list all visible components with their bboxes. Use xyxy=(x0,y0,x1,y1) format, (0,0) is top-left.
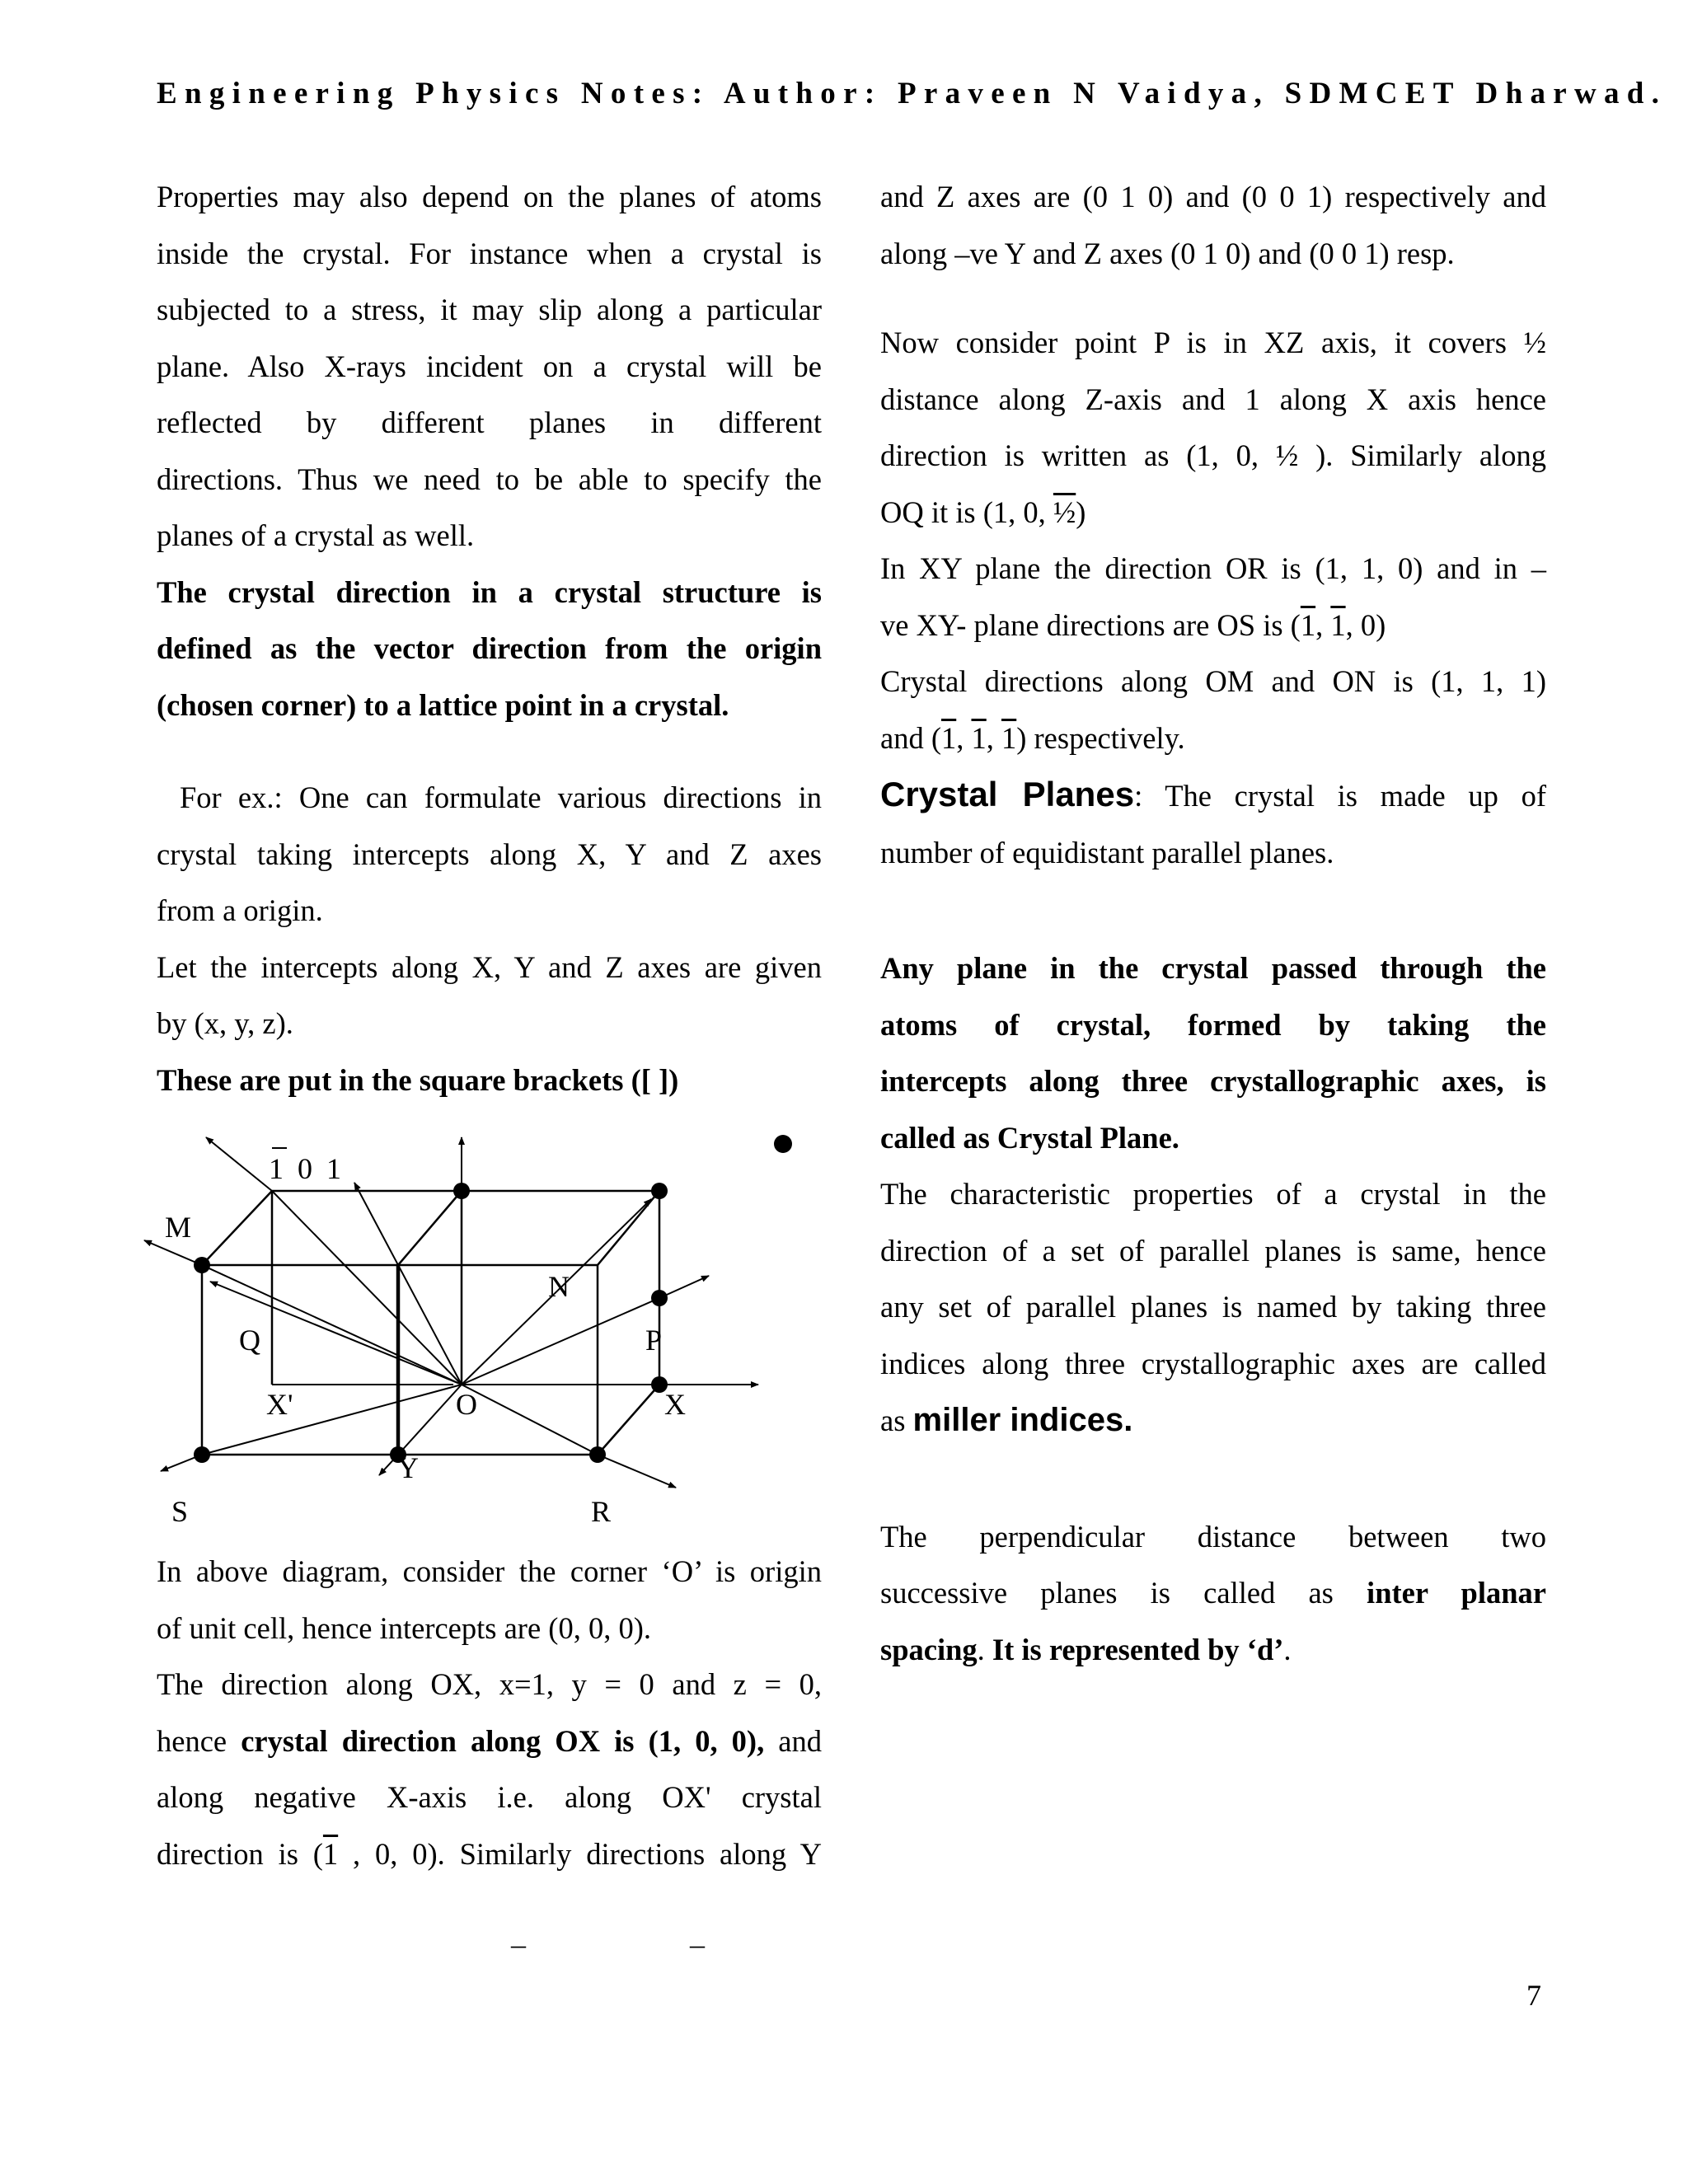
direction-rays xyxy=(144,1183,709,1488)
text-line: any set of parallel planes is named by taking three xyxy=(880,1290,1546,1324)
text-line: along –ve Y and Z axes (0 1 0) and (0 0 1) resp. xyxy=(880,236,1455,270)
text-line: Crystal directions along OM and ON is (1, 1, 1) xyxy=(880,664,1546,698)
text-line: from a origin. xyxy=(157,893,323,927)
crystal-planes-heading: Crystal Planes: The crystal is made up of xyxy=(880,775,1546,813)
text-line: and Z axes are (0 1 0) and (0 0 1) respectively and xyxy=(880,180,1546,213)
text-line: Properties may also depend on the planes of atoms xyxy=(157,180,822,213)
text-line: reflected by different planes in different xyxy=(157,405,822,439)
text-line: The characteristic properties of a crystal in the xyxy=(880,1177,1546,1211)
definition-line: Any plane in the crystal passed through the xyxy=(880,951,1546,985)
label-P: P xyxy=(645,1324,663,1357)
label-O: O xyxy=(456,1388,477,1421)
text-line: Now consider point P is in XZ axis, it covers ½ xyxy=(880,326,1546,359)
label-Q: Q xyxy=(239,1324,260,1357)
text-line: indices along three crystallographic axes are called xyxy=(880,1346,1546,1380)
text-line: of unit cell, hence intercepts are (0, 0, 0). xyxy=(157,1610,651,1645)
text-line: ve XY- plane directions are OS is (1, 1, 0) xyxy=(880,607,1386,642)
text-line: OQ it is (1, 0, ½) xyxy=(880,494,1086,529)
left-column-continued xyxy=(157,1544,822,1882)
definition-line: The crystal direction in a crystal structure is xyxy=(157,574,822,609)
label-S: S xyxy=(171,1495,189,1528)
text-line: and (1, 1, 1) respectively. xyxy=(880,720,1185,755)
text-line: along negative X-axis i.e. along OX' crystal xyxy=(157,1780,822,1814)
text-line: direction is written as (1, 0, ½ ). Similarly along xyxy=(880,438,1546,472)
text-line: The perpendicular distance between two xyxy=(880,1519,1546,1554)
text-line: inside the crystal. For instance when a crystal is xyxy=(157,236,822,270)
text-line: by (x, y, z). xyxy=(157,1006,293,1040)
stray-dash: – xyxy=(690,1928,705,1961)
text-line: crystal taking intercepts along X, Y and Z axes xyxy=(157,837,822,871)
label-X-prime: X' xyxy=(266,1388,293,1421)
text-line: The direction along OX, x=1, y = 0 and z = 0, xyxy=(157,1667,822,1701)
text-line: plane. Also X-rays incident on a crystal will be xyxy=(157,349,822,383)
text-line: spacing. It is represented by ‘d’. xyxy=(880,1632,1292,1666)
definition-line: defined as the vector direction from the origin xyxy=(157,631,822,665)
text-line: successive planes is called as inter planar xyxy=(880,1576,1546,1610)
text-line: Let the intercepts along X, Y and Z axes are given xyxy=(157,949,822,984)
text-line: directions. Thus we need to be able to specify the xyxy=(157,462,822,496)
text-line: direction is (1 , 0, 0). Similarly directions along Y xyxy=(157,1836,822,1871)
stray-dash: – xyxy=(511,1928,526,1961)
label-M: M xyxy=(165,1211,192,1244)
definition-line: called as Crystal Plane. xyxy=(880,1120,1179,1155)
miller-indices-line: as miller indices. xyxy=(880,1402,1133,1438)
text-line: In above diagram, consider the corner ‘O’ is origin xyxy=(157,1554,822,1588)
text-line: direction of a set of parallel planes is same, hence xyxy=(880,1233,1546,1268)
page-header: Engineering Physics Notes: Author: Praveen N Vaidya, SDMCET Dharwad. xyxy=(157,77,1667,110)
brackets-note: These are put in the square brackets ([ ]) xyxy=(157,1062,679,1097)
text-line: distance along Z-axis and 1 along X axis hence xyxy=(880,382,1546,416)
text-line: In XY plane the direction OR is (1, 1, 0) and in – xyxy=(880,551,1546,585)
right-column xyxy=(880,169,1546,1678)
text-line: number of equidistant parallel planes. xyxy=(880,835,1334,869)
label-Y: Y xyxy=(397,1451,419,1484)
text-line: subjected to a stress, it may slip along a particular xyxy=(157,293,822,326)
label-N: N xyxy=(548,1270,570,1303)
figure-index-label: 1 0 1 xyxy=(269,1152,345,1185)
definition-line: intercepts along three crystallographic axes, is xyxy=(880,1064,1546,1098)
page-number: 7 xyxy=(1526,1979,1541,2012)
label-X: X xyxy=(664,1388,686,1421)
definition-line: atoms of crystal, formed by taking the xyxy=(880,1007,1546,1042)
text-line: For ex.: One can formulate various directions in xyxy=(180,780,822,814)
text-line: planes of a crystal as well. xyxy=(157,518,475,552)
label-R: R xyxy=(591,1495,612,1528)
text-line: hence crystal direction along OX is (1, 0, 0), and xyxy=(157,1723,822,1758)
definition-line: (chosen corner) to a lattice point in a crystal. xyxy=(157,687,729,722)
